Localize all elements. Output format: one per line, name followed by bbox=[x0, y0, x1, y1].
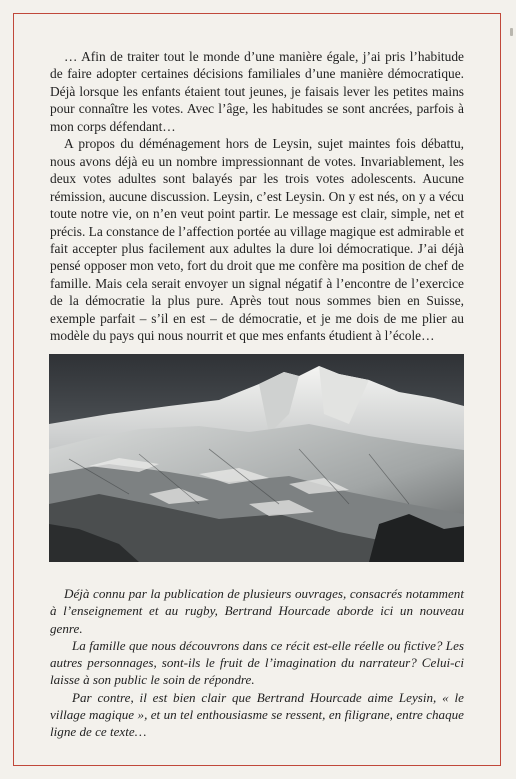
blurb-paragraph-1: Déjà connu par la publication de plusieurs ouvrages, consacrés notamment à l’enseignement et au rugby, Bertrand Hourcade aborde ici un nouveau genre. bbox=[50, 586, 464, 636]
blurb-paragraph-3: Par contre, il est bien clair que Bertrand Hourcade aime Leysin, « le village magique », et un tel enthousiasme se ressent, en filigrane, entre chaque ligne de ce texte… bbox=[50, 689, 464, 740]
edge-mark bbox=[510, 28, 513, 36]
excerpt-paragraph-2: A propos du déménagement hors de Leysin, sujet maintes fois débattu, nous avons déjà eu un nombre impressionnant de votes. Invariablement, les deux votes adultes sont balayés par les trois votes adolescents. Aucune rémission, aucune discussion. Leysin, c’est Leysin. On y est nés, on y a vécu toute notre vie, on n’en veut point partir. Le message est clair, simple, net et précis. La constance de l’affection portée au village magique est admirable et fait accepter plus facilement aux adultes la dure loi démocratique. J’ai déjà pensé opposer mon veto, fort du droit que me confère ma position de chef de famille. Mais cela serait envoyer un signal négatif à l’encontre de l’exercice de la démocratie la plus pure. Après tout nous sommes bien en Suisse, exemple parfait – s’il en est – de démocratie, et je me dois de me plier au modèle du pays qui nous nourrit et que mes enfants étudient à l’école… bbox=[50, 136, 464, 344]
excerpt-paragraph-1: … Afin de traiter tout le monde d’une manière égale, j’ai pris l’habitude de faire adopter certaines décisions familiales d’une manière démocratique. Déjà lorsque les enfants étaient tout jeunes, je faisais lever les petites mains pour connaître les votes. Avec l’âge, les habitudes se sont ancrées, parfois à mon corps défendant… bbox=[50, 49, 464, 134]
mountain-photo bbox=[49, 354, 464, 562]
back-cover-blurb bbox=[50, 585, 464, 741]
excerpt-text bbox=[50, 48, 464, 345]
blurb-paragraph-2: La famille que nous découvrons dans ce récit est-elle réelle ou fictive? Les autres personnages, sont-ils le fruit de l’imagination du narrateur? Celui-ci laisse à son public le soin de répondre. bbox=[50, 637, 464, 688]
